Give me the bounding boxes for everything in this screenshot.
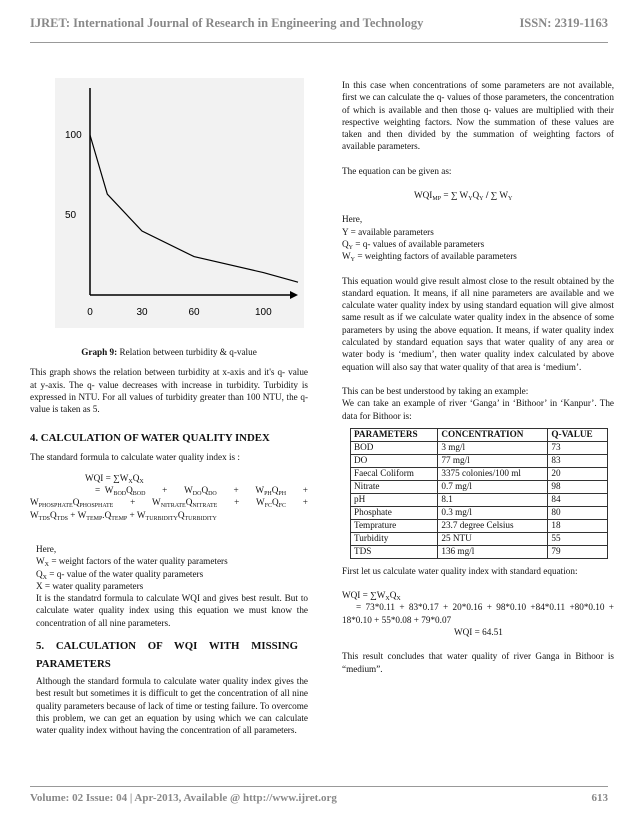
x-tick-label: 0 bbox=[87, 307, 93, 318]
table-row bbox=[351, 467, 608, 480]
section-4-title: 4. CALCULATION OF WATER QUALITY INDEX bbox=[30, 432, 270, 445]
section-5-title: PARAMETERS bbox=[36, 658, 111, 671]
calc-line2: = 73*0.11 + 83*0.17 + 20*0.16 + 98*0.10 +84*0.11 +80*0.10 + 18*0.10 + 55*0.08 + 79*0.07 bbox=[342, 602, 614, 625]
table-cell: 8.1 bbox=[438, 493, 548, 506]
table-row bbox=[351, 506, 608, 519]
section-5-title-line1: 5. CALCULATION OF WQI WITH MISSING bbox=[36, 640, 298, 653]
x-tick-label: 30 bbox=[136, 307, 148, 318]
table-header-row bbox=[351, 428, 608, 441]
left-column bbox=[30, 78, 308, 737]
example-intro: This can be best understood by taking an example: bbox=[342, 385, 529, 396]
caption-text: Relation between turbidity & q-value bbox=[119, 347, 257, 357]
turbidity-q-line bbox=[90, 135, 298, 282]
standard-formula-paragraph: It is the standatrd formula to calculate WQI and gives best result. But to calculate water quality index using this equation we must know the concentration of all nine parameters. bbox=[36, 593, 308, 628]
table-cell: 3375 colonies/100 ml bbox=[438, 467, 548, 480]
table-cell: 83 bbox=[548, 454, 608, 467]
page-number: 613 bbox=[591, 792, 608, 804]
chart-svg bbox=[55, 78, 304, 328]
header-rule bbox=[30, 42, 608, 43]
table-cell: 20 bbox=[548, 467, 608, 480]
table-row bbox=[351, 545, 608, 558]
table-header: Q-VALUE bbox=[548, 428, 608, 441]
bithoor-data-table bbox=[350, 428, 608, 559]
missing-explanation-paragraph: In this case when concentrations of some parameters are not available, first we can calculate the q- values of those parameters, the concentration of which is available and then those q- values are multiplied with their respective weighting factors. Now the summation of these values are taken and then divided by the summation of weighting factors of available parameters. bbox=[342, 80, 614, 152]
table-cell: 98 bbox=[548, 480, 608, 493]
table-cell: 0.7 mg/l bbox=[438, 480, 548, 493]
table-cell: Turbidity bbox=[351, 532, 438, 545]
footer-volume: Volume: 02 Issue: 04 | Apr-2013, Available @ http://www.ijret.org bbox=[30, 792, 337, 804]
def-qx: $Q_X = q-$ value of the water quality parameters bbox=[36, 568, 204, 581]
table-header: CONCENTRATION bbox=[438, 428, 548, 441]
table-row bbox=[351, 441, 608, 454]
table-cell: TDS bbox=[351, 545, 438, 558]
table-cell: 23.7 degree Celsius bbox=[438, 519, 548, 532]
table-cell: 136 mg/l bbox=[438, 545, 548, 558]
wqi-formula: WQI = $\sum W_XQ_X$ = $W_{BOD}Q_{BOD}$ + $W_{DO}Q_{DO}$ + $W_{PH}Q_{PH}$ + $W_{PHOSPHATE}Q_{PHOSPHATE}$ + $W_{NITRATE}Q_{NITRATE}$ + $W_{FC}Q_{FC}$ + $W_{TDS}Q_{TDS} + W_{TEMP}.Q_{TEMP} + W_{TURBIDITY}Q_{TURBIDITY}$ bbox=[30, 472, 308, 522]
page-header bbox=[30, 14, 608, 34]
table-cell: 3 mg/l bbox=[438, 441, 548, 454]
table-cell: BOD bbox=[351, 441, 438, 454]
table-header: PARAMETERS bbox=[351, 428, 438, 441]
graph-caption bbox=[30, 346, 308, 358]
table-cell: Faecal Coliform bbox=[351, 467, 438, 480]
def-wx: $W_X$ = weight factors of the water quality parameters bbox=[36, 556, 228, 569]
turbidity-paragraph: This graph shows the relation between turbidity at x-axis and it's q- value at y-axis. The q- value decreases with increase in turbidity. Turbidity is expressed in NTU. For all values of turbidity greater than 100 NTU, the q- value is taken as 5. bbox=[30, 367, 308, 415]
table-cell: 77 mg/l bbox=[438, 454, 548, 467]
def-x: X = water quality parameters bbox=[36, 580, 144, 591]
x-tick-label: 100 bbox=[254, 307, 272, 318]
example-location: We can take an example of river ‘Ganga’ in ‘Bithoor’ in ‘Kanpur’. The data for Bithoor is: bbox=[342, 398, 614, 421]
table-cell: 73 bbox=[548, 441, 608, 454]
table-cell: DO bbox=[351, 454, 438, 467]
calc-result: WQI = 64.51 bbox=[454, 627, 503, 638]
table-cell: 79 bbox=[548, 545, 608, 558]
table-cell: 0.3 mg/l bbox=[438, 506, 548, 519]
table-cell: 25 NTU bbox=[438, 532, 548, 545]
table-cell: 55 bbox=[548, 532, 608, 545]
def-qy: $Q_Y = q-$ values of available parameters bbox=[342, 238, 485, 251]
y-tick-label: 50 bbox=[65, 210, 77, 221]
caption-label: Graph 9: bbox=[81, 347, 118, 357]
table-row bbox=[351, 532, 608, 545]
x-tick-label: 60 bbox=[188, 307, 200, 318]
section-4-text: The standard formula to calculate water quality index is : bbox=[30, 452, 240, 463]
table-cell: 80 bbox=[548, 506, 608, 519]
def-wy: $W_Y$ = weighting factors of available parameters bbox=[342, 251, 517, 264]
here-label: Here, bbox=[36, 543, 57, 554]
table-row bbox=[351, 454, 608, 467]
right-column bbox=[342, 79, 614, 675]
table-row bbox=[351, 480, 608, 493]
formula-lhs: WQI = ∑W bbox=[85, 472, 129, 483]
table-cell: Nitrate bbox=[351, 480, 438, 493]
equation-intro: The equation can be given as: bbox=[342, 165, 452, 176]
turbidity-chart bbox=[55, 78, 304, 328]
here-label-right: Here, bbox=[342, 214, 363, 225]
table-row bbox=[351, 493, 608, 506]
table-cell: 18 bbox=[548, 519, 608, 532]
journal-title: IJRET: International Journal of Research in Engineering and Technology bbox=[30, 16, 424, 30]
conclusion-paragraph: This result concludes that water quality of river Ganga in Bithoor is “medium”. bbox=[342, 651, 614, 674]
table-cell: 84 bbox=[548, 493, 608, 506]
wqi-mp-formula: $WQI_{MP}$ = ∑ $W_YQ_Y$ / ∑ $W_Y$ bbox=[414, 190, 513, 203]
x-axis-arrow bbox=[290, 291, 298, 299]
y-tick-label: 100 bbox=[65, 130, 82, 141]
equation-explanation-paragraph: This equation would give result almost close to the result obtained by the standard equation. It means, if all nine parameters are available and we calculate water quality index by using standard equation will give almost same result as if we calculate water quality index in the absence of some parameters by using the above equation. It means, if water quality index calculated by standard equation says that water quality of any area or water body is ‘medium’, then water quality index calculated by above equation will also say that water quality of that area is ‘medium’. bbox=[342, 275, 614, 372]
table-cell: Phosphate bbox=[351, 506, 438, 519]
def-y: Y = available parameters bbox=[342, 226, 434, 237]
table-cell: pH bbox=[351, 493, 438, 506]
standard-calc-intro: First let us calculate water quality index with standard equation: bbox=[342, 565, 578, 576]
issn: ISSN: 2319-1163 bbox=[519, 16, 608, 30]
missing-params-paragraph: Although the standard formula to calculate water quality index gives the best result but sometimes it is difficult to get the concentration of all nine quality parameters because of lack of time or testing failure. To overcome this problem, we can get an equation by using which we can calculate water quality index without having the concentration of all parameters. bbox=[36, 676, 308, 736]
table-row bbox=[351, 519, 608, 532]
table-cell: Temprature bbox=[351, 519, 438, 532]
footer-rule bbox=[30, 786, 608, 787]
calc-line1: WQI = $\sum W_XQ_X$ bbox=[342, 590, 401, 603]
